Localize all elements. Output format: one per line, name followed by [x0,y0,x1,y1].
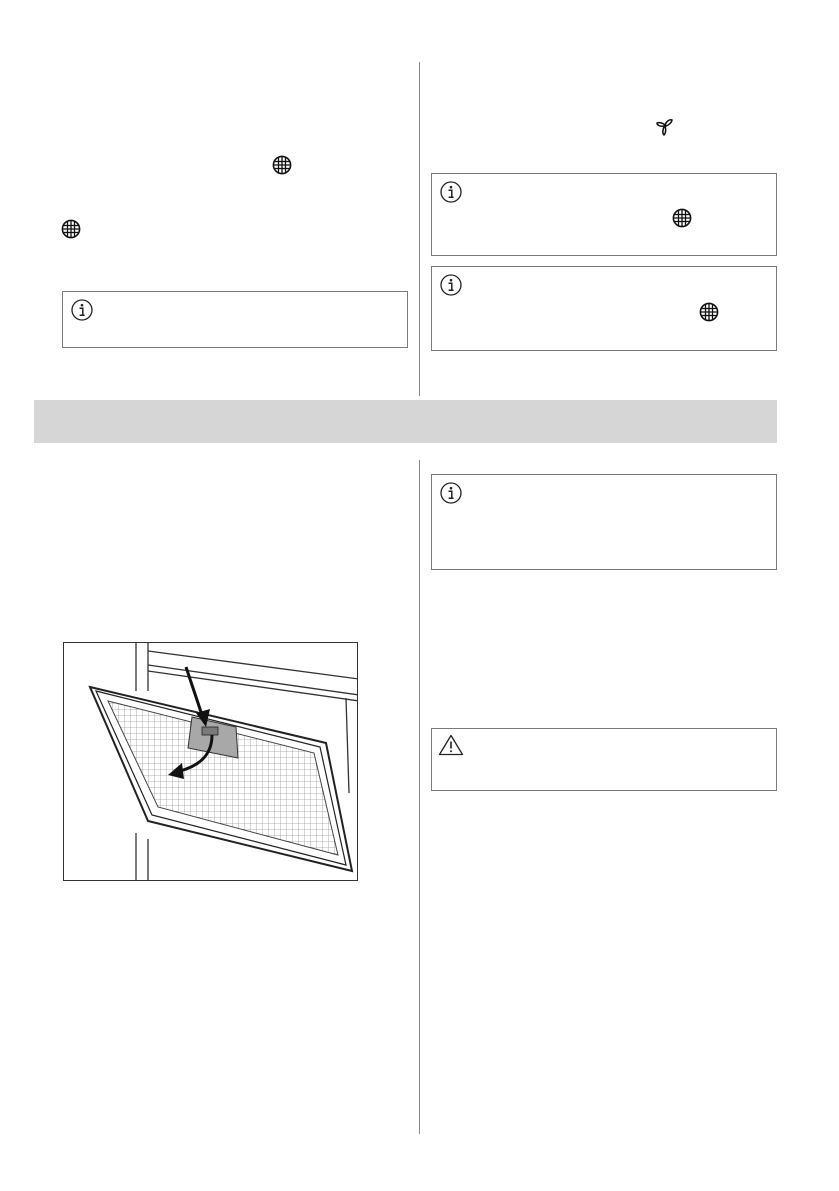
info-note-box [431,266,777,351]
grease-filter-icon [699,302,719,322]
info-circle-icon [440,482,462,504]
warning-triangle-icon [438,734,464,756]
grease-filter-icon [672,208,692,228]
fan-icon [653,114,677,138]
grease-filter-illustration [64,643,358,881]
info-note-box [431,173,777,256]
info-note-box [62,291,408,348]
grease-filter-removal-figure [63,642,358,881]
info-circle-icon [440,181,462,203]
grease-filter-icon [272,155,292,175]
column-divider-top [419,62,420,396]
column-divider-bottom [419,460,420,1134]
warning-note-box [431,728,777,791]
grease-filter-icon [61,219,81,239]
info-circle-icon [71,299,93,321]
section-heading-bar [34,400,777,443]
info-note-box [431,474,777,570]
info-circle-icon [440,274,462,296]
